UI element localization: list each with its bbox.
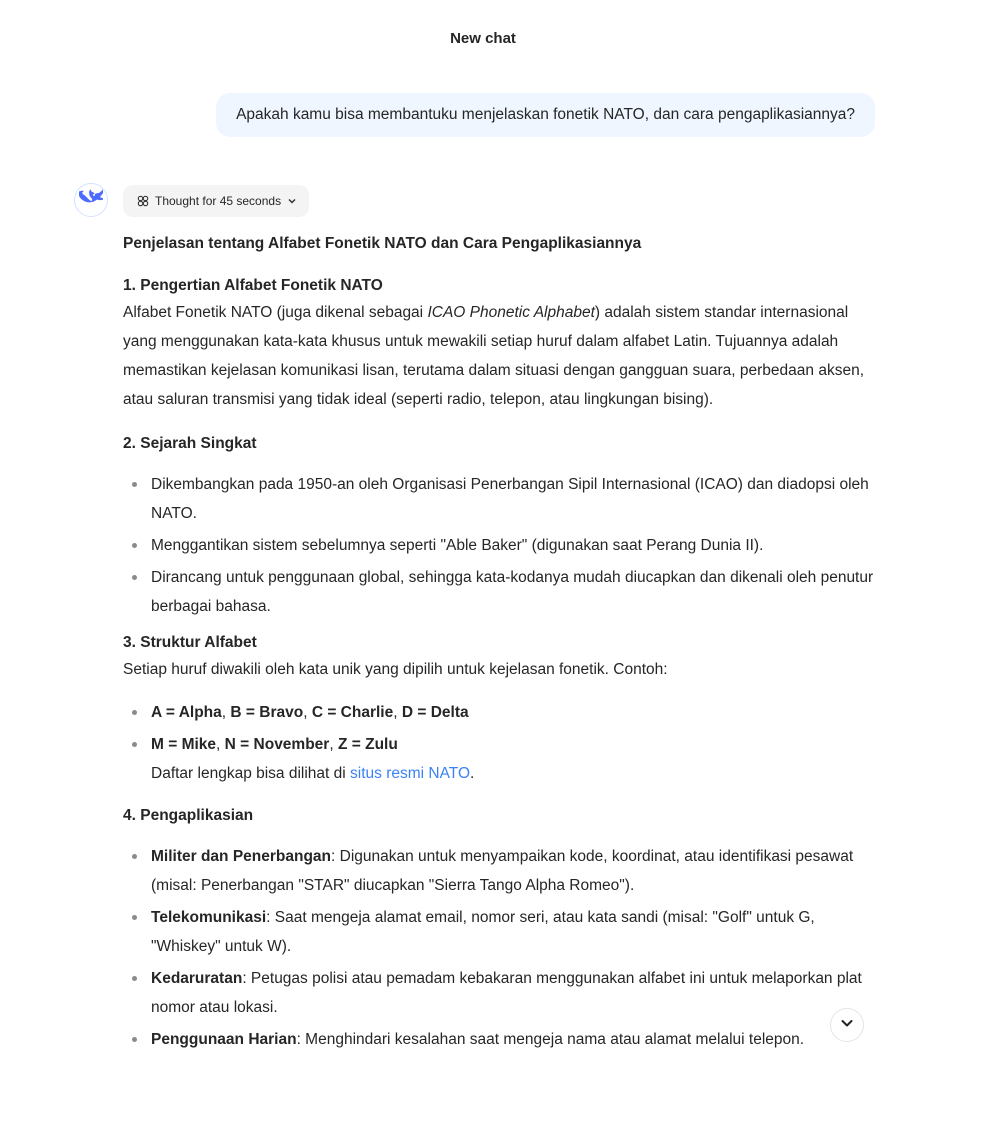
list-item: A = Alpha, B = Bravo, C = Charlie, D = Delta — [123, 698, 878, 727]
list-item: Dirancang untuk penggunaan global, sehingga kata-kodanya mudah diucapkan dan dikenali oleh penutur berbagai bahasa. — [123, 563, 878, 621]
list-item: M = Mike, N = November, Z = Zulu Daftar lengkap bisa dilihat di situs resmi NATO. — [123, 730, 878, 788]
chat-title: New chat — [450, 30, 516, 47]
section-heading: 3. Struktur Alfabet — [123, 634, 257, 651]
application-list — [123, 842, 878, 1054]
section-heading: 2. Sejarah Singkat — [123, 435, 257, 452]
nato-link[interactable]: situs resmi NATO — [350, 765, 471, 782]
list-item: Militer dan Penerbangan: Digunakan untuk menyampaikan kode, koordinat, atau identifikasi pesawat (misal: Penerbangan "STAR" diucapkan "Sierra Tango Alpha Romeo"). — [123, 842, 878, 900]
thought-label: Thought for 45 seconds — [155, 194, 282, 208]
atom-icon — [137, 195, 149, 207]
list-item: Telekomunikasi: Saat mengeja alamat email, nomor seri, atau kata sandi (misal: "Golf" untuk G, "Whiskey" untuk W). — [123, 903, 878, 961]
chevron-down-icon — [839, 1015, 855, 1036]
assistant-answer — [123, 232, 878, 1054]
list-item: Menggantikan sistem sebelumnya seperti "Able Baker" (digunakan saat Perang Dunia II). — [123, 531, 878, 560]
user-message-text: Apakah kamu bisa membantuku menjelaskan fonetik NATO, dan cara pengaplikasiannya? — [236, 106, 855, 123]
section-heading: 1. Pengertian Alfabet Fonetik NATO — [123, 277, 383, 294]
section-paragraph: Alfabet Fonetik NATO (juga dikenal sebagai ICAO Phonetic Alphabet) adalah sistem standar internasional yang menggunakan kata-kata khusus untuk mewakili setiap huruf dalam alfabet Latin. Tujuannya adalah memastikan kejelasan komunikasi lisan, terutama dalam situasi dengan gangguan suara, perbedaan aksen, atau saluran transmisi yang tidak ideal (seperti radio, telepon, atau lingkungan bising). — [123, 304, 865, 408]
section-paragraph: Setiap huruf diwakili oleh kata unik yang dipilih untuk kejelasan fonetik. Contoh: — [123, 661, 668, 678]
section-heading: 4. Pengaplikasian — [123, 807, 254, 824]
list-item: Penggunaan Harian: Menghindari kesalahan saat mengeja nama atau alamat melalui telepon. — [123, 1025, 878, 1054]
list-item: Kedaruratan: Petugas polisi atau pemadam kebakaran menggunakan alfabet ini untuk melaporkan plat nomor atau lokasi. — [123, 964, 878, 1022]
answer-title: Penjelasan tentang Alfabet Fonetik NATO dan Cara Pengaplikasiannya — [123, 235, 642, 252]
assistant-avatar — [74, 183, 108, 217]
chevron-down-icon — [287, 196, 297, 206]
alphabet-examples-list — [123, 698, 878, 788]
thought-toggle-button[interactable] — [123, 185, 309, 217]
whale-logo-icon — [79, 188, 103, 213]
list-item: Dikembangkan pada 1950-an oleh Organisasi Penerbangan Sipil Internasional (ICAO) dan diadopsi oleh NATO. — [123, 470, 878, 528]
history-list — [123, 470, 878, 621]
scroll-to-bottom-button[interactable] — [830, 1008, 864, 1042]
user-message-bubble — [216, 93, 875, 137]
